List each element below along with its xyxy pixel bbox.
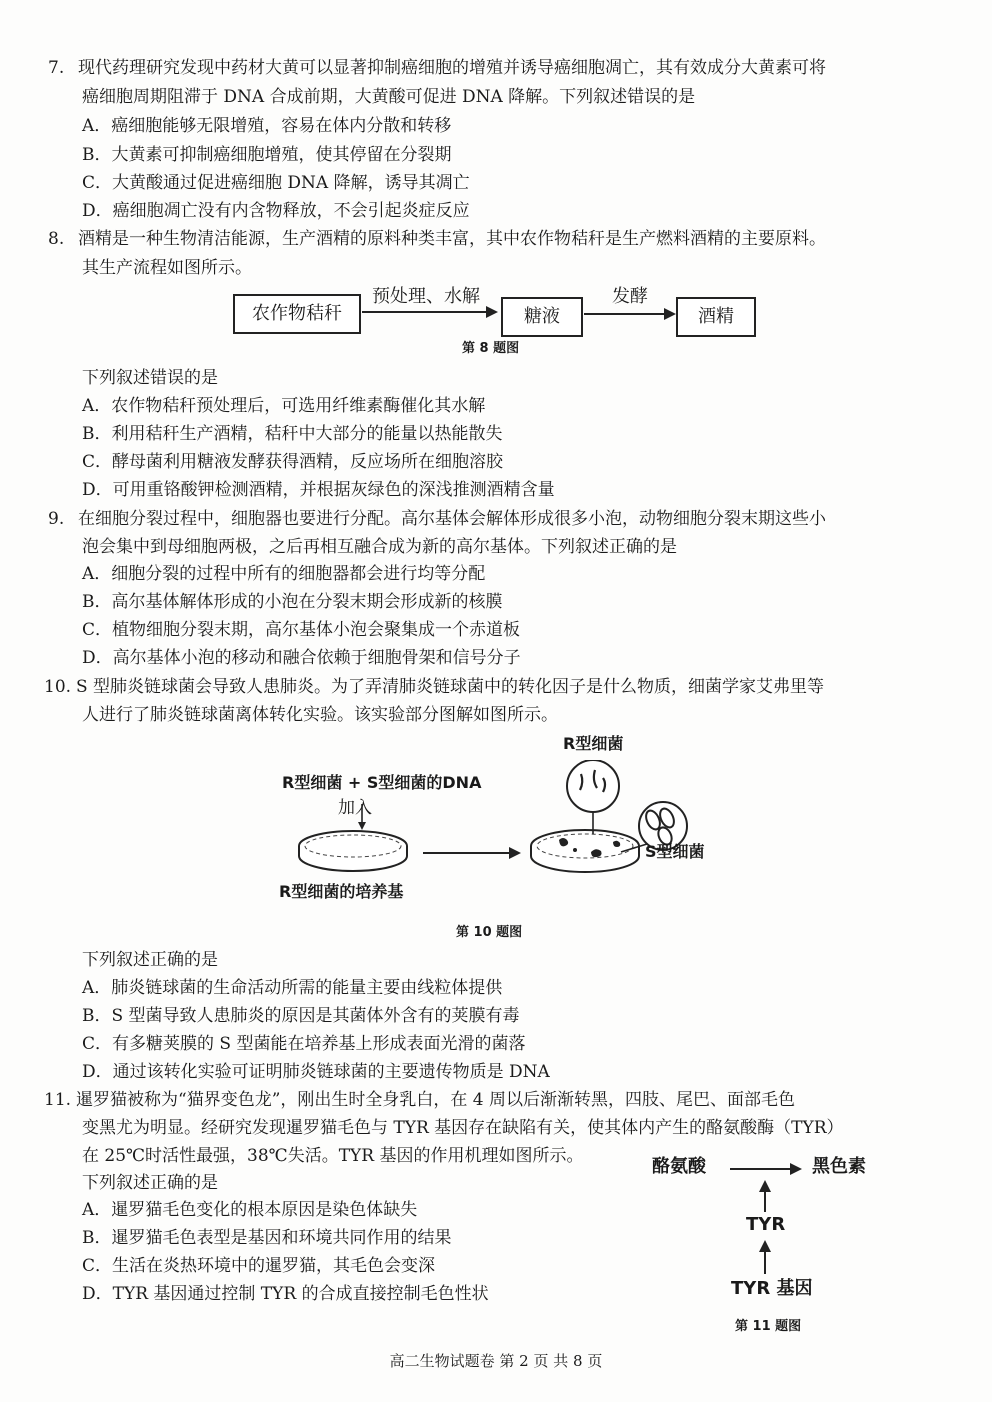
q11-number: 11. <box>44 1090 72 1110</box>
reaction-arrow-icon <box>726 1158 806 1180</box>
q7-option-a: A．癌细胞能够无限增殖，容易在体内分散和转移 <box>82 116 452 136</box>
q8-figure-caption: 第 8 题图 <box>462 341 520 356</box>
tyr-enzyme-label: TYR <box>746 1214 786 1235</box>
q9-option-a: A．细胞分裂的过程中所有的细胞器都会进行均等分配 <box>82 564 486 584</box>
flow-box-alcohol: 酒精 <box>676 297 756 337</box>
flow-arrow1-label: 预处理、水解 <box>372 286 480 307</box>
flow-box-sugar: 糖液 <box>501 297 583 337</box>
flow-box-straw: 农作物秸秆 <box>233 294 361 334</box>
q11-option-c: C．生活在炎热环境中的暹罗猫，其毛色会变深 <box>82 1256 436 1276</box>
q9-line2: 泡会集中到母细胞两极，之后再相互融合成为新的高尔基体。下列叙述正确的是 <box>82 537 677 557</box>
culture-medium-label: R型细菌的培养基 <box>279 882 404 901</box>
tyr-gene-label: TYR 基因 <box>731 1278 813 1299</box>
melanin-label: 黑色素 <box>812 1156 866 1177</box>
flow-arrow2-icon <box>582 304 678 326</box>
q9-option-d: D．高尔基体小泡的移动和融合依赖于细胞骨架和信号分子 <box>82 648 521 668</box>
q7-option-d: D．癌细胞凋亡没有内含物释放，不会引起炎症反应 <box>82 201 470 221</box>
q7-number: 7. <box>48 58 65 78</box>
q7-line2: 癌细胞周期阻滞于 DNA 合成前期，大黄酸可促进 DNA 降解。下列叙述错误的是 <box>82 87 696 107</box>
q8-option-a: A．农作物秸秆预处理后，可选用纤维素酶催化其水解 <box>82 396 486 416</box>
mixture-label: R型细菌 + S型细菌的DNA <box>282 773 482 792</box>
q8-stem: 下列叙述错误的是 <box>82 368 218 388</box>
q7-option-c: C．大黄酸通过促进癌细胞 DNA 降解，诱导其凋亡 <box>82 173 470 193</box>
q10-line1: 10. S 型肺炎链球菌会导致人患肺炎。为了弄清肺炎链球菌中的转化因子是什么物质，细菌学家艾弗里等 <box>44 677 825 697</box>
q11-line2: 变黑尤为明显。经研究发现暹罗猫毛色与 TYR 基因存在缺陷有关，使其体内产生的酪氨酸酶（TYR） <box>82 1118 844 1138</box>
q10-number: 10. <box>44 677 72 697</box>
flow-arrow2-label: 发酵 <box>612 286 648 307</box>
q8-line1: 8. 酒精是一种生物清洁能源，生产酒精的原料种类丰富，其中农作物秸秆是生产燃料酒精的主要原料。 <box>48 229 826 249</box>
q11-line3: 在 25℃时活性最强，38℃失活。TYR 基因的作用机理如图所示。 <box>82 1146 584 1166</box>
q10-figure-caption: 第 10 题图 <box>456 925 523 940</box>
q11-figure-caption: 第 11 题图 <box>735 1319 802 1334</box>
q11-option-b: B．暹罗猫毛色表型是基因和环境共同作用的结果 <box>82 1228 452 1248</box>
q11-option-d: D．TYR 基因通过控制 TYR 的合成直接控制毛色性状 <box>82 1284 489 1304</box>
q8-option-c: C．酵母菌利用糖液发酵获得酒精，反应场所在细胞溶胶 <box>82 452 504 472</box>
flow-arrow1-icon <box>360 300 500 322</box>
q10-stem: 下列叙述正确的是 <box>82 950 218 970</box>
enzyme-arrow-icon <box>754 1178 776 1214</box>
q10-option-c: C．有多糖荚膜的 S 型菌能在培养基上形成表面光滑的菌落 <box>82 1034 526 1054</box>
q10-option-b: B．S 型菌导致人患肺炎的原因是其菌体外含有的荚膜有毒 <box>82 1006 520 1026</box>
q9-option-c: C．植物细胞分裂末期，高尔基体小泡会聚集成一个赤道板 <box>82 620 521 640</box>
q9-number: 9. <box>48 509 65 529</box>
page-footer: 高二生物试题卷 第 2 页 共 8 页 <box>389 1352 603 1370</box>
q11-stem: 下列叙述正确的是 <box>82 1173 218 1193</box>
q11-option-a: A．暹罗猫毛色变化的根本原因是染色体缺失 <box>82 1200 418 1220</box>
q7-option-b: B．大黄素可抑制癌细胞增殖，使其停留在分裂期 <box>82 145 452 165</box>
s-bacteria-label: S型细菌 <box>645 842 705 861</box>
q8-option-d: D．可用重铬酸钾检测酒精，并根据灰绿色的深浅推测酒精含量 <box>82 480 555 500</box>
q8-line2: 其生产流程如图所示。 <box>82 258 252 278</box>
q7-line1: 7. 现代药理研究发现中药材大黄可以显著抑制癌细胞的增殖并诱导癌细胞凋亡，其有效成分大黄素可将 <box>48 58 826 78</box>
add-label: 加入 <box>338 798 372 818</box>
gene-arrow-icon <box>754 1238 776 1276</box>
q10-option-a: A．肺炎链球菌的生命活动所需的能量主要由线粒体提供 <box>82 978 503 998</box>
petri-dish-illustration <box>295 760 765 890</box>
tyrosine-label: 酪氨酸 <box>652 1156 706 1177</box>
q9-line1: 9. 在细胞分裂过程中，细胞器也要进行分配。高尔基体会解体形成很多小泡，动物细胞分裂末期这些小 <box>48 509 826 529</box>
q8-number: 8. <box>48 229 65 249</box>
q11-line1: 11. 暹罗猫被称为“猫界变色龙”，刚出生时全身乳白，在 4 周以后渐渐转黑，四肢、尾巴、面部毛色 <box>44 1090 796 1110</box>
q10-line2: 人进行了肺炎链球菌离体转化实验。该实验部分图解如图所示。 <box>82 705 558 725</box>
q8-option-b: B．利用秸秆生产酒精，秸秆中大部分的能量以热能散失 <box>82 424 503 444</box>
q10-option-d: D．通过该转化实验可证明肺炎链球菌的主要遗传物质是 DNA <box>82 1062 550 1082</box>
r-bacteria-label: R型细菌 <box>563 734 624 753</box>
q9-option-b: B．高尔基体解体形成的小泡在分裂末期会形成新的核膜 <box>82 592 503 612</box>
